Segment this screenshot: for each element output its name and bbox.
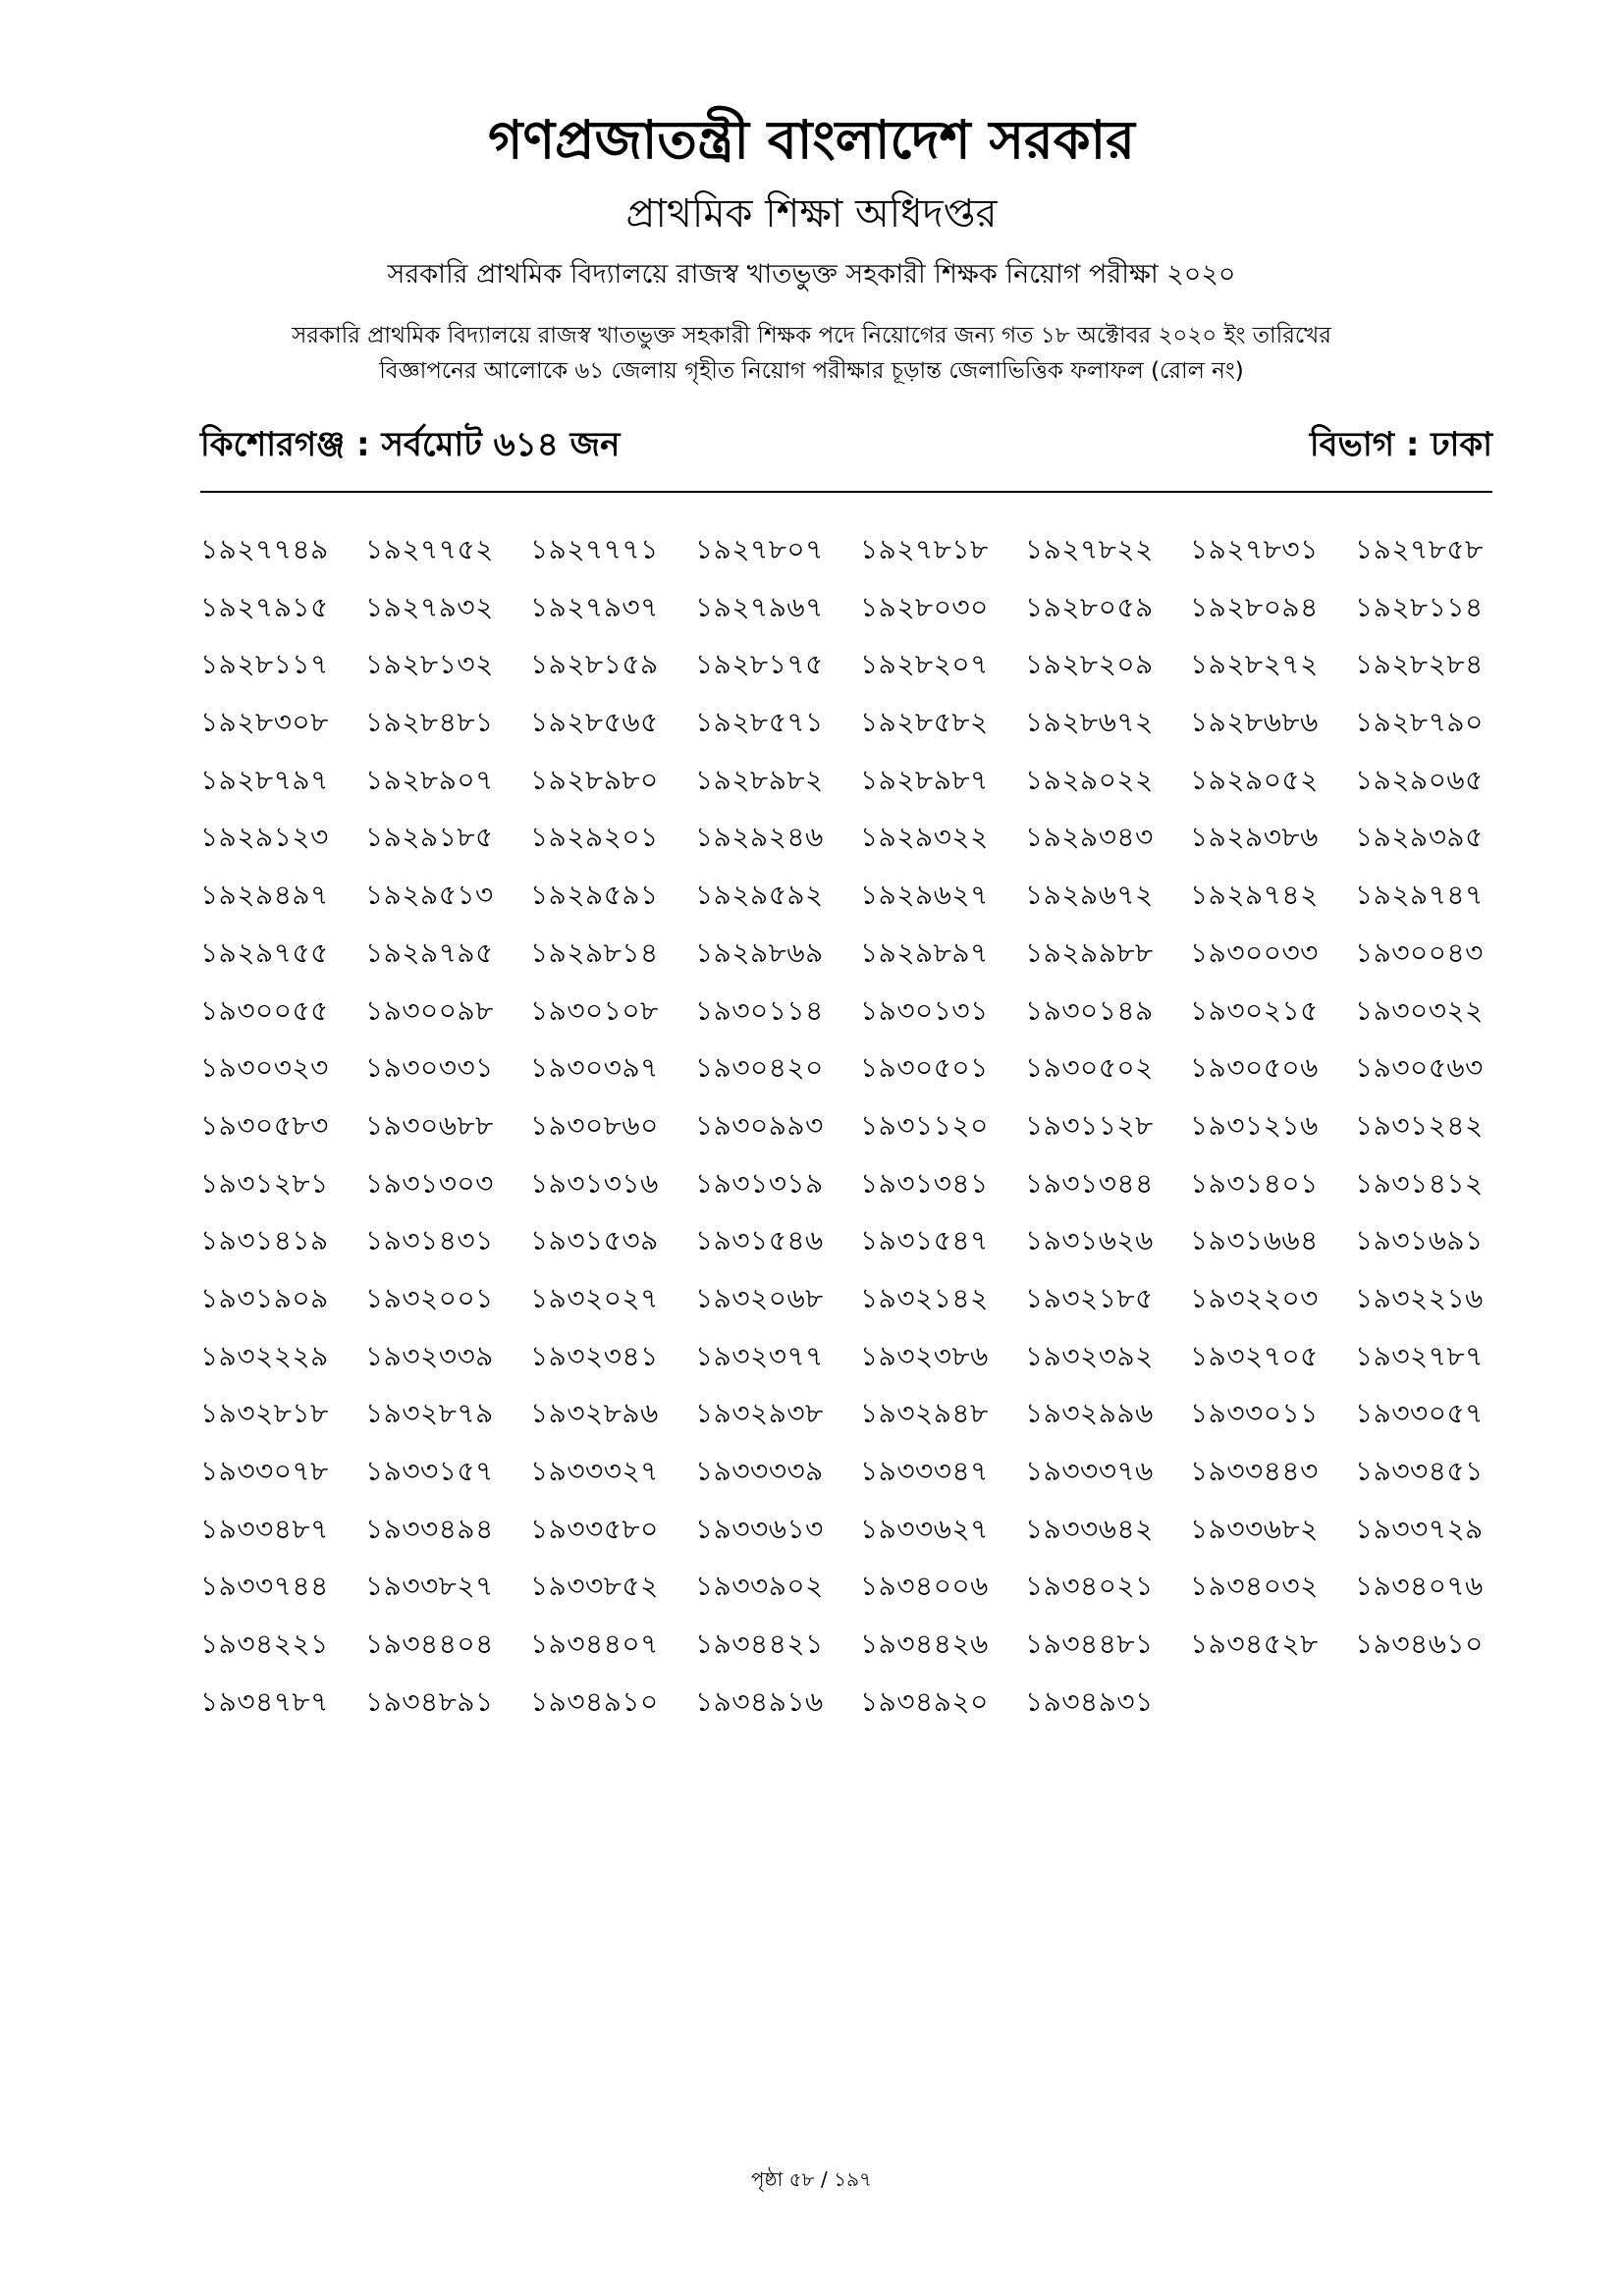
roll-number: ১৯২৮১১৭ bbox=[200, 648, 329, 681]
roll-number: ১৯৩২৯৪৮ bbox=[860, 1397, 989, 1430]
roll-number: ১৯২৯৮৬৯ bbox=[695, 935, 824, 969]
roll-number: ১৯৩০১০৮ bbox=[530, 993, 659, 1027]
roll-number: ১৯৩৪৭৮৭ bbox=[200, 1684, 329, 1718]
roll-number: ১৯৩৪৪২১ bbox=[695, 1628, 824, 1661]
department-title: প্রাথমিক শিক্ষা অধিদপ্তর bbox=[625, 191, 998, 237]
roll-number: ১৯২৮০৯৪ bbox=[1190, 590, 1319, 623]
roll-number: ১৯৩০১১৪ bbox=[695, 993, 824, 1027]
roll-number: ১৯৩১৩১৬ bbox=[530, 1166, 659, 1200]
roll-number-grid bbox=[200, 530, 1506, 1739]
roll-number: ১৯৩৪৯১৬ bbox=[695, 1684, 824, 1718]
roll-number: ১৯২৯৫১৩ bbox=[365, 879, 494, 912]
roll-number: ১৯২৭৮০৭ bbox=[695, 533, 824, 565]
roll-number: ১৯৩৪০৩২ bbox=[1190, 1570, 1319, 1603]
roll-number: ১৯৩৪৫২৮ bbox=[1190, 1628, 1319, 1661]
roll-number: ১৯৩১৩৪১ bbox=[860, 1166, 989, 1200]
roll-number: ১৯৩১৩১৯ bbox=[695, 1166, 824, 1200]
roll-number: ১৯৩২৭৮৭ bbox=[1355, 1339, 1484, 1372]
roll-number: ১৯৩০০৩৩ bbox=[1190, 935, 1319, 969]
roll-number: ১৯২৮৬৮৬ bbox=[1190, 706, 1319, 739]
roll-number: ১৯৩২৮৯৬ bbox=[530, 1397, 659, 1430]
roll-number: ১৯২৮৫৭১ bbox=[695, 706, 824, 739]
roll-number: ১৯২৯০৬৫ bbox=[1355, 763, 1484, 796]
roll-number: ১৯২৯৭৪৭ bbox=[1355, 879, 1484, 912]
roll-number: ১৯২৮২৮৪ bbox=[1355, 648, 1484, 681]
roll-number: ১৯৩০৮৬০ bbox=[530, 1108, 659, 1142]
roll-number: ১৯৩৩৯০২ bbox=[695, 1570, 824, 1603]
roll-number: ১৯৩৪৯৩১ bbox=[1025, 1684, 1154, 1718]
roll-number: ১৯৩০১৩১ bbox=[860, 993, 989, 1027]
roll-number: ১৯৩১২৮১ bbox=[200, 1166, 329, 1200]
roll-number: ১৯৩৩০৭৮ bbox=[200, 1455, 329, 1487]
roll-number: ১৯২৯৬৭২ bbox=[1025, 879, 1154, 912]
roll-number: ১৯২৯০৫২ bbox=[1190, 763, 1319, 796]
roll-number: ১৯৩৩৩২৭ bbox=[530, 1455, 659, 1487]
roll-number: ১৯৩২৩৪১ bbox=[530, 1339, 659, 1372]
roll-number: ১৯২৮৬৭২ bbox=[1025, 706, 1154, 739]
roll-number: ১৯২৮৭৯০ bbox=[1355, 706, 1484, 739]
roll-number: ১৯৩৩১৫৭ bbox=[365, 1455, 494, 1487]
roll-number: ১৯৩২১৮৫ bbox=[1025, 1281, 1154, 1314]
roll-number: ১৯৩০৫০১ bbox=[860, 1051, 989, 1085]
roll-number: ১৯৩১৩০৩ bbox=[365, 1166, 494, 1200]
roll-number: ১৯২৯৫৯২ bbox=[695, 879, 824, 912]
roll-number: ১৯২৯১২৩ bbox=[200, 821, 329, 854]
roll-number: ১৯৩২২০৩ bbox=[1190, 1281, 1319, 1314]
roll-number: ১৯৩৩৬৮২ bbox=[1190, 1512, 1319, 1545]
roll-number: ১৯৩০৫০২ bbox=[1025, 1051, 1154, 1085]
roll-number: ১৯৩১৬২৬ bbox=[1025, 1224, 1154, 1257]
roll-number: ১৯৩০০৯৮ bbox=[365, 993, 494, 1027]
roll-number: ১৯৩৩৪৪৩ bbox=[1190, 1455, 1319, 1487]
roll-number: ১৯৩০২১৫ bbox=[1190, 993, 1319, 1027]
roll-number: ১৯৩১৪০১ bbox=[1190, 1166, 1319, 1200]
roll-number: ১৯২৮২০৭ bbox=[860, 648, 989, 681]
roll-number: ১৯৩০০৫৫ bbox=[200, 993, 329, 1027]
page-number: পৃষ্ঠা ৫৮ / ১৯৭ bbox=[750, 2167, 873, 2191]
roll-number: ১৯২৮৩০৮ bbox=[200, 706, 329, 739]
roll-number: ১৯৩২৯৩৮ bbox=[695, 1397, 824, 1430]
roll-number: ১৯২৭৮১৮ bbox=[860, 533, 989, 565]
roll-number: ১৯৩৪২২১ bbox=[200, 1628, 329, 1661]
roll-number: ১৯৩১৯০৯ bbox=[200, 1281, 329, 1314]
roll-number: ১৯২৯২০১ bbox=[530, 821, 659, 854]
roll-number: ১৯২৯৮৯৭ bbox=[860, 935, 989, 969]
roll-number: ১৯৩১১২৮ bbox=[1025, 1108, 1154, 1142]
roll-number: ১৯২৭৭৫২ bbox=[365, 533, 494, 565]
notice-line-1: সরকারি প্রাথমিক বিদ্যালয়ে রাজস্ব খাতভুক্ত সহকারী শিক্ষক পদে নিয়োগের জন্য গত ১৮ অক্টোবর ২০২০ ইং তারিখের bbox=[292, 323, 1331, 348]
roll-number: ১৯৩০৩৯৭ bbox=[530, 1051, 659, 1085]
roll-number: ১৯২৭৯৬৭ bbox=[695, 590, 824, 623]
roll-number: ১৯২৭৮৫৮ bbox=[1355, 533, 1484, 565]
district-header bbox=[200, 420, 1492, 469]
roll-number: ১৯৩০৩২৩ bbox=[200, 1051, 329, 1085]
roll-number: ১৯২৮০৩০ bbox=[860, 590, 989, 623]
roll-number: ১৯৩৪০২১ bbox=[1025, 1570, 1154, 1603]
roll-number: ১৯২৮১৩২ bbox=[365, 648, 494, 681]
roll-number: ১৯৩২৮৭৯ bbox=[365, 1397, 494, 1430]
roll-number: ১৯৩৩৫৮০ bbox=[530, 1512, 659, 1545]
roll-number: ১৯৩২৮১৮ bbox=[200, 1397, 329, 1430]
roll-number: ১৯২৮৫৮২ bbox=[860, 706, 989, 739]
roll-number: ১৯২৮১১৪ bbox=[1355, 590, 1484, 623]
roll-number: ১৯২৮৯০৭ bbox=[365, 763, 494, 796]
roll-number: ১৯৩০৫৬৩ bbox=[1355, 1051, 1484, 1085]
roll-number: ১৯৩১৫৪৭ bbox=[860, 1224, 989, 1257]
roll-number: ১৯২৮৯৮০ bbox=[530, 763, 659, 796]
notice-line-2: বিজ্ঞাপনের আলোকে ৬১ জেলায় গৃহীত নিয়োগ পরীক্ষার চূড়ান্ত জেলাভিত্তিক ফলাফল (রোল নং) bbox=[379, 358, 1244, 384]
roll-number: ১৯২৯৭৪২ bbox=[1190, 879, 1319, 912]
roll-number: ১৯৩৩৩৪৭ bbox=[860, 1455, 989, 1487]
roll-number: ১৯৩৩০১১ bbox=[1190, 1397, 1319, 1430]
roll-number: ১৯২৭৮৩১ bbox=[1190, 533, 1319, 565]
exam-title: সরকারি প্রাথমিক বিদ্যালয়ে রাজস্ব খাতভুক্ত সহকারী শিক্ষক নিয়োগ পরীক্ষা ২০২০ bbox=[387, 259, 1236, 290]
roll-number: ১৯৩২২১৬ bbox=[1355, 1281, 1484, 1314]
header-divider bbox=[200, 491, 1492, 493]
roll-number: ১৯৩৩৭৪৪ bbox=[200, 1570, 329, 1603]
roll-number: ১৯৩১৬৬৪ bbox=[1190, 1224, 1319, 1257]
roll-number: ১৯৩০৯৯৩ bbox=[695, 1108, 824, 1142]
roll-number: ১৯৩৩০৫৭ bbox=[1355, 1397, 1484, 1430]
roll-number: ১৯২৮৪৮১ bbox=[365, 706, 494, 739]
roll-number: ১৯২৭৯৩২ bbox=[365, 590, 494, 623]
roll-number: ১৯২৮০৫৯ bbox=[1025, 590, 1154, 623]
roll-number: ১৯২৭৭৪৯ bbox=[200, 533, 329, 565]
roll-number: ১৯২৮২৭২ bbox=[1190, 648, 1319, 681]
roll-number: ১৯৩৩৪৯৪ bbox=[365, 1512, 494, 1545]
roll-number: ১৯৩৩৪৫১ bbox=[1355, 1455, 1484, 1487]
roll-number: ১৯২৮২০৯ bbox=[1025, 648, 1154, 681]
roll-number: ১৯২৯০২২ bbox=[1025, 763, 1154, 796]
roll-number: ১৯৩০৪২০ bbox=[695, 1051, 824, 1085]
roll-number: ১৯৩২০৬৮ bbox=[695, 1281, 824, 1314]
roll-number: ১৯৩২৯৯৬ bbox=[1025, 1397, 1154, 1430]
roll-number: ১৯৩৩৪৮৭ bbox=[200, 1512, 329, 1545]
roll-number: ১৯২৯৩৯৫ bbox=[1355, 821, 1484, 854]
government-title: গণপ্রজাতন্ত্রী বাংলাদেশ সরকার bbox=[488, 109, 1135, 171]
roll-number: ১৯৩০১৪৯ bbox=[1025, 993, 1154, 1027]
roll-number: ১৯৩২৭০৫ bbox=[1190, 1339, 1319, 1372]
roll-number: ১৯৩২২২৯ bbox=[200, 1339, 329, 1372]
roll-number: ১৯২৯৩২২ bbox=[860, 821, 989, 854]
roll-number: ১৯৩১৪১২ bbox=[1355, 1166, 1484, 1200]
roll-number: ১৯২৭৯১৫ bbox=[200, 590, 329, 623]
roll-number: ১৯৩৩৬৪২ bbox=[1025, 1512, 1154, 1545]
roll-number: ১৯২৭৭৭১ bbox=[530, 533, 659, 565]
roll-number: ১৯৩০৩২২ bbox=[1355, 993, 1484, 1027]
roll-number: ১৯৩৪৪৮১ bbox=[1025, 1628, 1154, 1661]
roll-number: ১৯২৯৯৮৮ bbox=[1025, 935, 1154, 969]
roll-number: ১৯৩২৩৮৬ bbox=[860, 1339, 989, 1372]
roll-number: ১৯২৮১৭৫ bbox=[695, 648, 824, 681]
roll-number: ১৯৩৪০০৬ bbox=[860, 1570, 989, 1603]
roll-number: ১৯২৯৩৪৩ bbox=[1025, 821, 1154, 854]
roll-number: ১৯২৯৬২৭ bbox=[860, 879, 989, 912]
roll-number: ১৯৩০৬৮৮ bbox=[365, 1108, 494, 1142]
roll-number: ১৯২৮৯৮২ bbox=[695, 763, 824, 796]
roll-number: ১৯৩৪৪০৭ bbox=[530, 1628, 659, 1661]
roll-number: ১৯২৮৫৬৫ bbox=[530, 706, 659, 739]
roll-number: ১৯৩১২১৬ bbox=[1190, 1108, 1319, 1142]
roll-number: ১৯৩০৩৩১ bbox=[365, 1051, 494, 1085]
roll-number: ১৯২৯৩৮৬ bbox=[1190, 821, 1319, 854]
roll-number: ১৯৩০০৪৩ bbox=[1355, 935, 1484, 969]
roll-number: ১৯৩১১২০ bbox=[860, 1108, 989, 1142]
roll-number: ১৯৩৩৭২৯ bbox=[1355, 1512, 1484, 1545]
roll-number: ১৯২৯৪৯৭ bbox=[200, 879, 329, 912]
roll-number: ১৯৩১৪১৯ bbox=[200, 1224, 329, 1257]
roll-number: ১৯৩০৫০৬ bbox=[1190, 1051, 1319, 1085]
roll-number: ১৯৩১২৪২ bbox=[1355, 1108, 1484, 1142]
roll-number: ১৯৩৪৪০৪ bbox=[365, 1628, 494, 1661]
roll-number: ১৯২৯৫৯১ bbox=[530, 879, 659, 912]
roll-number: ১৯৩৪৪২৬ bbox=[860, 1628, 989, 1661]
roll-number: ১৯৩৪০৭৬ bbox=[1355, 1570, 1484, 1603]
roll-number: ১৯২৯৮১৪ bbox=[530, 935, 659, 969]
roll-number: ১৯৩২৩৩৯ bbox=[365, 1339, 494, 1372]
roll-number: ১৯৩৩৩৭৬ bbox=[1025, 1455, 1154, 1487]
roll-number: ১৯৩৪৮৯১ bbox=[365, 1684, 494, 1718]
roll-number: ১৯৩১৬৯১ bbox=[1355, 1224, 1484, 1257]
roll-number: ১৯২৯১৮৫ bbox=[365, 821, 494, 854]
roll-number: ১৯২৯২৪৬ bbox=[695, 821, 824, 854]
roll-number: ১৯৩২৩৯২ bbox=[1025, 1339, 1154, 1372]
division-label: বিভাগ : ঢাকা bbox=[1309, 425, 1492, 464]
district-summary: কিশোরগঞ্জ : সর্বমোট ৬১৪ জন bbox=[200, 425, 621, 464]
roll-number: ১৯৩২৩৭৭ bbox=[695, 1339, 824, 1372]
roll-number: ১৯৩৪৬১০ bbox=[1355, 1628, 1484, 1661]
roll-number: ১৯৩৩৩৩৯ bbox=[695, 1455, 824, 1487]
roll-number: ১৯২৮৯৮৭ bbox=[860, 763, 989, 796]
roll-number: ১৯৩১৫৪৬ bbox=[695, 1224, 824, 1257]
roll-number: ১৯৩৪৯১০ bbox=[530, 1684, 659, 1718]
roll-number: ১৯৩২০০১ bbox=[365, 1281, 494, 1314]
roll-number: ১৯৩২১৪২ bbox=[860, 1281, 989, 1314]
roll-number: ১৯৩১৫৩৯ bbox=[530, 1224, 659, 1257]
roll-number: ১৯৩৩৮৫২ bbox=[530, 1570, 659, 1603]
roll-number: ১৯৩৩৮২৭ bbox=[365, 1570, 494, 1603]
roll-number: ১৯৩০৫৮৩ bbox=[200, 1108, 329, 1142]
roll-number: ১৯২৮৭৯৭ bbox=[200, 763, 329, 796]
roll-number: ১৯৩৩৬২৭ bbox=[860, 1512, 989, 1545]
roll-number: ১৯৩১৩৪৪ bbox=[1025, 1166, 1154, 1200]
roll-number: ১৯৩৪৯২০ bbox=[860, 1684, 989, 1718]
roll-number: ১৯২৯৭৯৫ bbox=[365, 935, 494, 969]
roll-number: ১৯২৯৭৫৫ bbox=[200, 935, 329, 969]
roll-number: ১৯৩১৪৩১ bbox=[365, 1224, 494, 1257]
roll-number: ১৯৩৩৬১৩ bbox=[695, 1512, 824, 1545]
roll-number: ১৯২৭৮২২ bbox=[1025, 533, 1154, 565]
roll-number: ১৯২৭৯৩৭ bbox=[530, 590, 659, 623]
roll-number: ১৯৩২০২৭ bbox=[530, 1281, 659, 1314]
roll-number: ১৯২৮১৫৯ bbox=[530, 648, 659, 681]
